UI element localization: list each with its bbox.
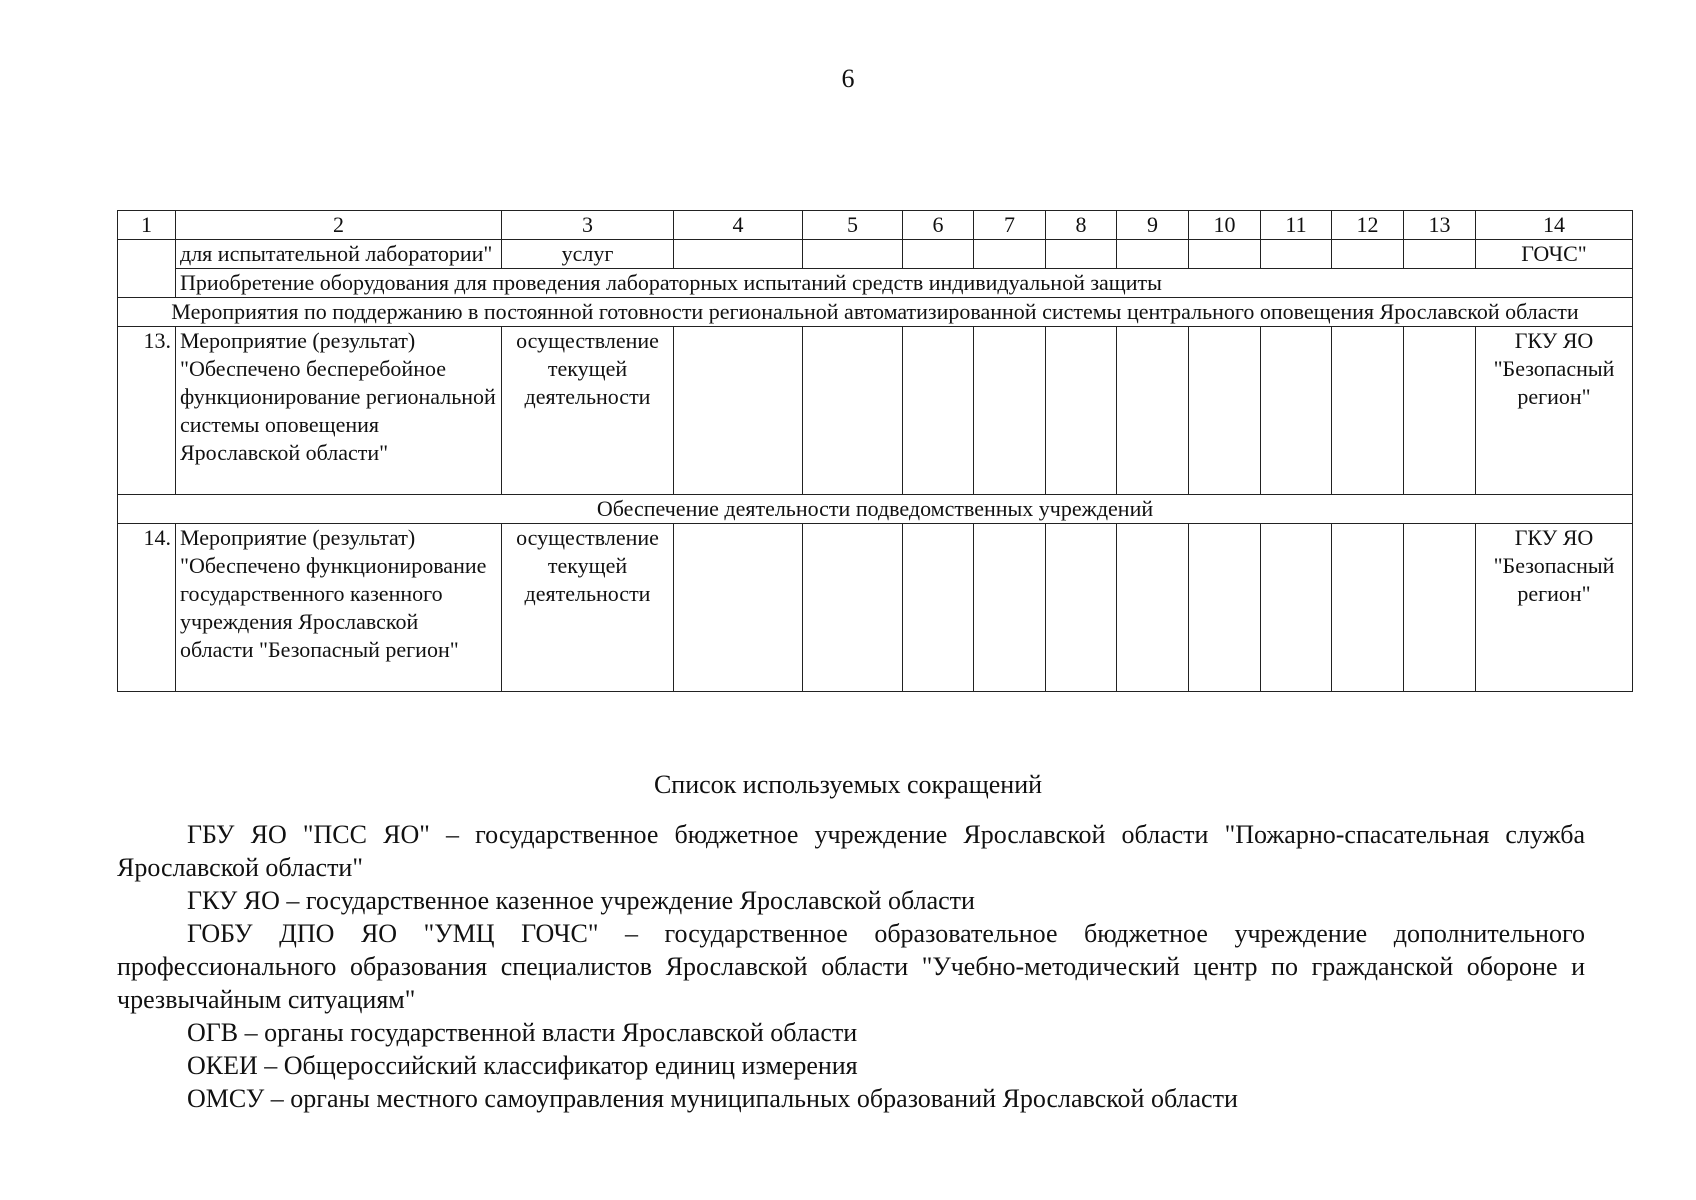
row-number-cell: 13. — [118, 327, 176, 495]
responsible-cell: ГКУ ЯО "Безопасный регион" — [1476, 524, 1633, 692]
abbreviation-item: ГОБУ ДПО ЯО "УМЦ ГОЧС" – государственное образовательное бюджетное учреждение дополнительного профессионального образования специалистов Ярославской области "Учебно-методический центр по гражданской обороне и чрезвычайным ситуациям" — [117, 919, 1585, 1014]
empty-cell — [674, 327, 803, 495]
empty-cell — [803, 524, 903, 692]
empty-cell — [1189, 524, 1261, 692]
empty-cell — [1046, 524, 1117, 692]
measure-name-cell: для испытательной лаборатории" — [176, 240, 502, 269]
empty-cell — [903, 240, 974, 269]
empty-cell — [1404, 240, 1476, 269]
abbreviation-item: ОГВ – органы государственной власти Ярославской области — [187, 1018, 858, 1047]
empty-cell — [674, 524, 803, 692]
column-header: 10 — [1189, 211, 1261, 240]
column-header: 12 — [1332, 211, 1404, 240]
page-number: 6 — [841, 64, 855, 93]
abbreviation-item: ОКЕИ – Общероссийский классификатор единиц измерения — [187, 1051, 858, 1080]
empty-cell — [1332, 524, 1404, 692]
empty-cell — [1404, 524, 1476, 692]
column-header: 5 — [803, 211, 903, 240]
empty-cell — [1332, 240, 1404, 269]
column-header: 13 — [1404, 211, 1476, 240]
empty-cell — [1117, 240, 1189, 269]
empty-cell — [1332, 327, 1404, 495]
column-header: 6 — [903, 211, 974, 240]
measure-type-cell: осуществление текущей деятельности — [502, 524, 674, 692]
column-header: 8 — [1046, 211, 1117, 240]
responsible-cell: ГОЧС" — [1476, 240, 1633, 269]
column-header: 3 — [502, 211, 674, 240]
column-header: 4 — [674, 211, 803, 240]
responsible-cell: ГКУ ЯО "Безопасный регион" — [1476, 327, 1633, 495]
column-header: 2 — [176, 211, 502, 240]
empty-cell — [1046, 327, 1117, 495]
empty-cell — [903, 327, 974, 495]
empty-cell — [974, 327, 1046, 495]
measure-name-cell: Мероприятие (результат) "Обеспечено бесперебойное функционирование региональной системы оповещения Ярославской области" — [176, 327, 502, 495]
measure-type-cell: услуг — [502, 240, 674, 269]
empty-cell — [803, 240, 903, 269]
section-row — [118, 495, 1633, 524]
subsection-row — [118, 269, 1633, 298]
abbreviation-item: ГКУ ЯО – государственное казенное учреждение Ярославской области — [187, 886, 975, 915]
table-row-14 — [118, 524, 1633, 692]
abbreviation-item: ГБУ ЯО "ПСС ЯО" – государственное бюджетное учреждение Ярославской области "Пожарно-спасательная служба Ярославской области" — [117, 820, 1585, 882]
section-title: Обеспечение деятельности подведомственных учреждений — [118, 495, 1633, 524]
empty-cell — [803, 327, 903, 495]
section-title: Мероприятия по поддержанию в постоянной готовности региональной автоматизированной системы центрального оповещения Ярославской области — [118, 298, 1633, 327]
column-header: 14 — [1476, 211, 1633, 240]
measure-name-cell: Мероприятие (результат) "Обеспечено функционирование государственного казенного учреждения Ярославской области "Безопасный регион" — [176, 524, 502, 692]
table-row-13 — [118, 327, 1633, 495]
column-header: 11 — [1261, 211, 1332, 240]
empty-cell — [1404, 327, 1476, 495]
empty-cell — [974, 240, 1046, 269]
column-header: 1 — [118, 211, 176, 240]
measures-table — [117, 210, 1633, 692]
empty-cell — [1261, 524, 1332, 692]
abbreviations-title: Список используемых сокращений — [653, 770, 1043, 799]
table-row-continued — [118, 240, 1633, 269]
empty-cell — [1046, 240, 1117, 269]
measure-type-cell: осуществление текущей деятельности — [502, 327, 674, 495]
empty-cell — [974, 524, 1046, 692]
column-header: 7 — [974, 211, 1046, 240]
subsection-note: Приобретение оборудования для проведения лабораторных испытаний средств индивидуальной защиты — [176, 269, 1633, 298]
empty-cell — [1189, 240, 1261, 269]
empty-cell — [1117, 327, 1189, 495]
empty-cell — [1189, 327, 1261, 495]
table-header-row — [118, 211, 1633, 240]
column-header: 9 — [1117, 211, 1189, 240]
empty-cell — [1261, 240, 1332, 269]
row-number-cell — [118, 240, 176, 298]
row-number-cell: 14. — [118, 524, 176, 692]
empty-cell — [903, 524, 974, 692]
empty-cell — [674, 240, 803, 269]
abbreviations-list — [117, 818, 1585, 1115]
empty-cell — [1117, 524, 1189, 692]
empty-cell — [1261, 327, 1332, 495]
section-row — [118, 298, 1633, 327]
abbreviation-item: ОМСУ – органы местного самоуправления муниципальных образований Ярославской области — [187, 1084, 1238, 1113]
